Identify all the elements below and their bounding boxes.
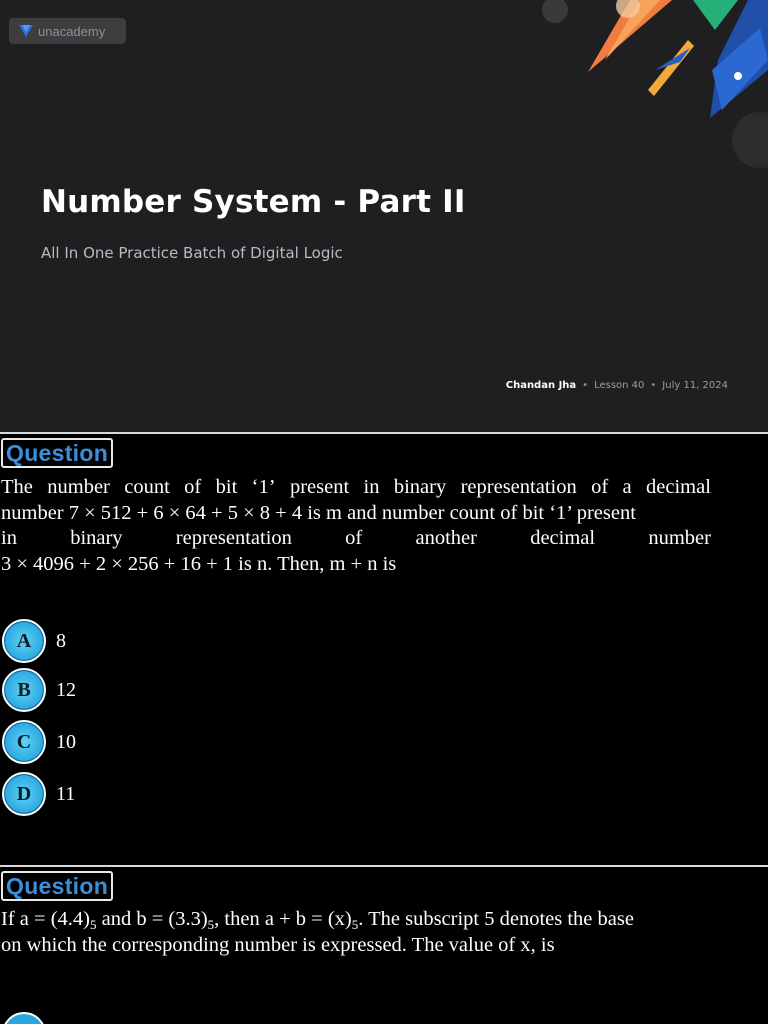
option-value: 10 [56, 730, 76, 753]
question-word: number [648, 527, 711, 549]
subscript: 5 [207, 917, 215, 932]
lesson-title-slide [0, 0, 768, 432]
question-word: ‘1’ [251, 476, 276, 498]
option-b[interactable] [2, 668, 76, 712]
question-word: of [591, 476, 609, 498]
question-line [1, 907, 711, 933]
subscript: 5 [351, 917, 359, 932]
text-run: . The subscript 5 denotes the base [358, 908, 634, 930]
question-word: present [289, 476, 350, 498]
question-word: binary [70, 527, 123, 549]
question-text [1, 907, 711, 958]
question-word: representation [460, 476, 577, 498]
question-word: binary [393, 476, 447, 498]
question-heading: Question [1, 438, 113, 468]
question-line: on which the corresponding number is expressed. The value of x, is [1, 933, 555, 956]
brand-name: unacademy [38, 23, 106, 39]
separator-dot: • [582, 380, 589, 391]
author-name: Chandan Jha [505, 380, 577, 391]
lesson-title: Number System - Part II [41, 184, 466, 220]
question-heading: Question [1, 871, 113, 901]
question-word: of [345, 527, 363, 549]
question-word: of [184, 476, 202, 498]
question-line: 3 × 4096 + 2 × 256 + 16 + 1 is n. Then, m + n is [1, 552, 397, 575]
lesson-number: Lesson 40 [594, 380, 645, 391]
question-word: count [124, 476, 170, 498]
question-word: representation [175, 527, 292, 549]
text-run: If a = (4.4) [1, 908, 90, 930]
question-word: decimal [530, 527, 596, 549]
question-word: The [1, 476, 33, 498]
text-run: , then a + b = (x) [214, 908, 352, 930]
option-c[interactable] [2, 720, 76, 764]
question-word: bit [215, 476, 238, 498]
option-letter-badge: C [2, 720, 46, 764]
option-value: 12 [56, 678, 76, 701]
section-divider [0, 865, 768, 867]
option-a[interactable] [2, 619, 66, 663]
question-line: number 7 × 512 + 6 × 64 + 5 × 8 + 4 is m and number count of bit ‘1’ present [1, 501, 636, 524]
question-word: a [622, 476, 632, 498]
option-letter-badge: A [2, 619, 46, 663]
option-d[interactable] [2, 772, 75, 816]
option-letter-badge: B [2, 668, 46, 712]
question-line [1, 475, 711, 501]
subscript: 5 [89, 917, 97, 932]
option-letter-badge[interactable] [2, 1012, 46, 1024]
question-word: in [363, 476, 380, 498]
text-run: and b = (3.3) [96, 908, 208, 930]
question-text [1, 475, 711, 577]
separator-dot: • [650, 380, 657, 391]
question-word: in [1, 527, 17, 549]
lesson-subtitle: All In One Practice Batch of Digital Logic [41, 244, 343, 262]
lesson-meta [506, 380, 728, 391]
lesson-date: July 11, 2024 [662, 380, 728, 391]
option-letter-badge: D [2, 772, 46, 816]
question-word: number [47, 476, 110, 498]
question-line [1, 526, 711, 552]
question-word: another [415, 527, 477, 549]
section-divider [0, 432, 768, 434]
question-word: decimal [646, 476, 711, 498]
option-value: 11 [56, 782, 76, 805]
option-value: 8 [56, 629, 66, 652]
